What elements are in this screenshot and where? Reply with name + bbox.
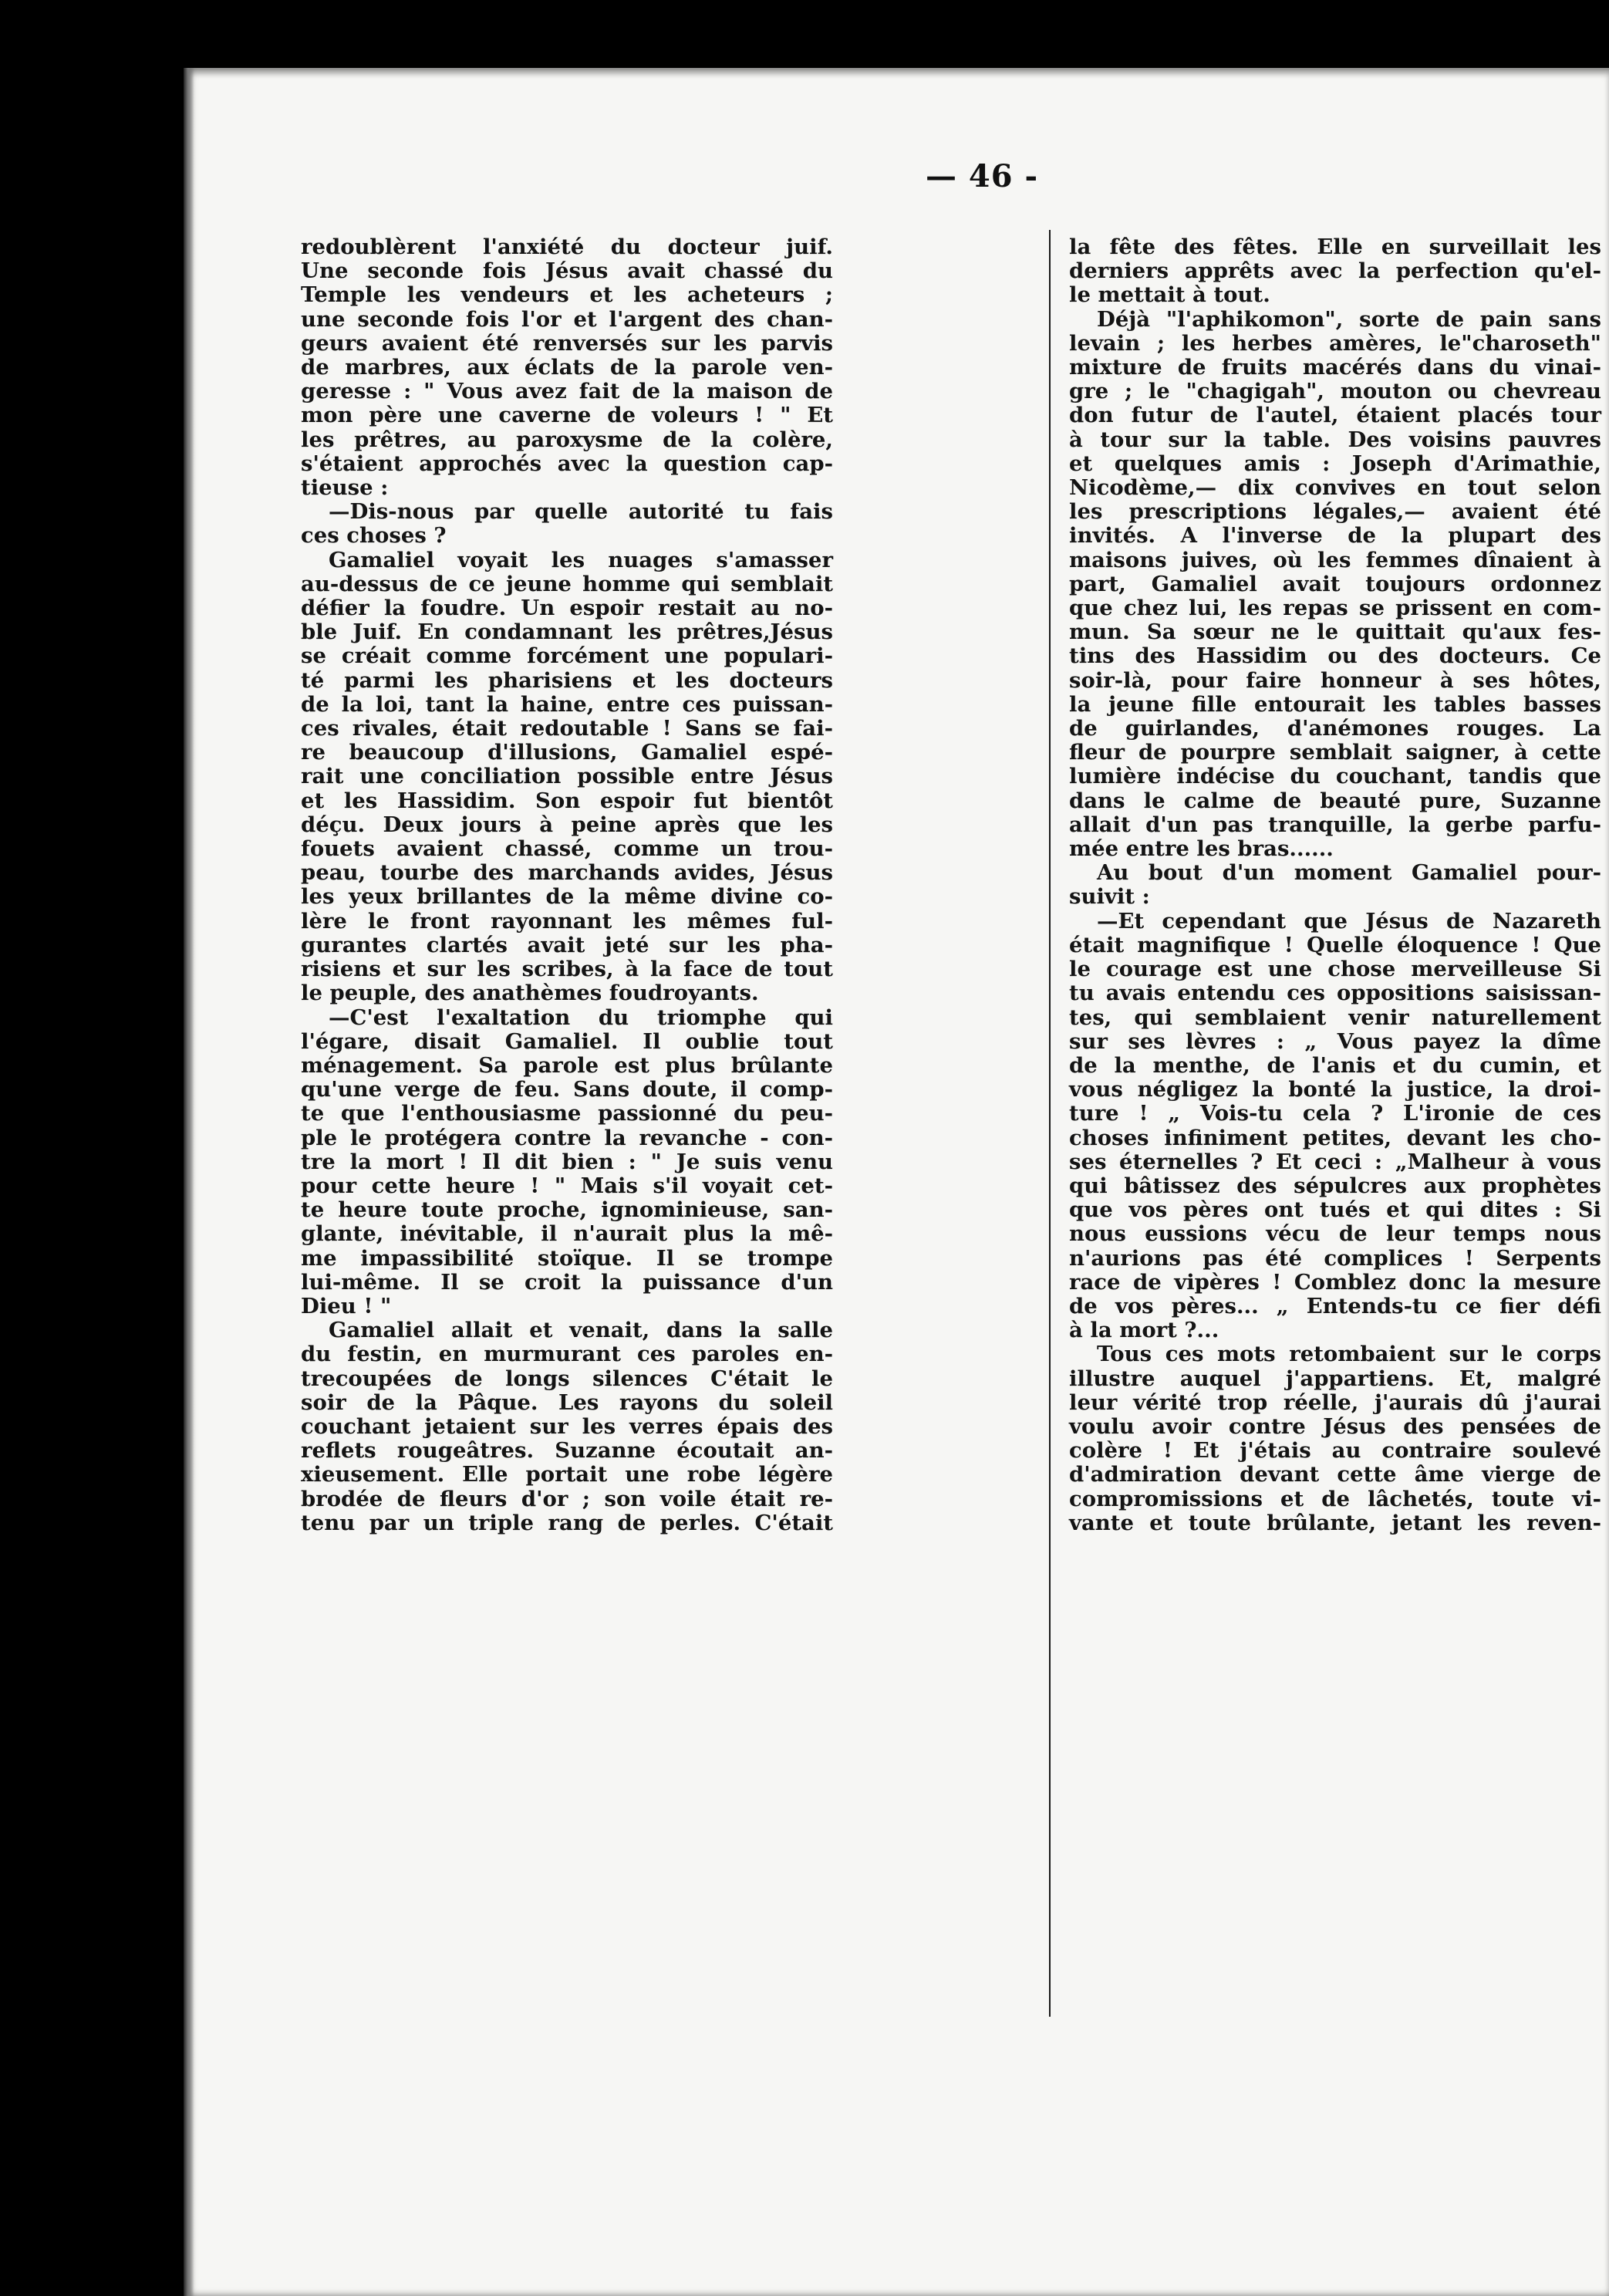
text-line: fleur de pourpre semblait saigner, à cette (1069, 740, 1601, 765)
text-line: tes, qui semblaient venir naturellement (1069, 1004, 1601, 1030)
text-line: tieuse : (301, 475, 389, 501)
text-line: voulu avoir contre Jésus des pensées de (1069, 1413, 1601, 1439)
text-line: et quelques amis : Joseph d'Arimathie, (1069, 451, 1601, 476)
text-line: ces choses ? (301, 523, 447, 549)
text-line: part, Gamaliel avait toujours ordonnez (1069, 571, 1601, 596)
text-line: Au bout d'un moment Gamaliel pour- (1097, 860, 1601, 886)
text-line: d'admiration devant cette âme vierge de (1069, 1462, 1601, 1487)
text-line: Gamaliel voyait les nuages s'amasser (329, 547, 833, 572)
text-line: derniers apprêts avec la perfection qu'el- (1069, 258, 1601, 284)
text-line: tenu par un triple rang de perles. C'était (301, 1510, 833, 1535)
text-line: la jeune fille entourait les tables basses (1069, 691, 1601, 717)
text-line: mun. Sa sœur ne le quittait qu'aux fes- (1069, 620, 1601, 645)
text-line: gre ; le "chagigah", mouton ou chevreau (1069, 379, 1601, 404)
text-line: que chez lui, les repas se prissent en com- (1069, 596, 1601, 621)
text-line: choses infiniment petites, devant les cho- (1069, 1125, 1601, 1150)
text-line: soir-là, pour faire honneur à ses hôtes, (1069, 667, 1601, 693)
text-line: n'aurions pas été complices ! Serpents (1069, 1245, 1601, 1271)
text-line: té parmi les pharisiens et les docteurs (301, 667, 833, 693)
text-line: re beaucoup d'illusions, Gamaliel espé- (301, 740, 833, 765)
text-line: qui bâtissez des sépulcres aux prophètes (1069, 1173, 1601, 1198)
text-line: les yeux brillantes de la même divine co- (301, 884, 833, 910)
text-line: redoublèrent l'anxiété du docteur juif. (301, 235, 833, 259)
text-line: risiens et sur les scribes, à la face de tout (301, 957, 833, 982)
text-line: suivit : (1069, 884, 1150, 910)
text-line: te que l'enthousiasme passionné du peu- (301, 1101, 833, 1126)
text-line: —C'est l'exaltation du triomphe qui (329, 1004, 833, 1030)
text-line: vante et toute brûlante, jetant les reven- (1069, 1510, 1601, 1535)
text-line: mon père une caverne de voleurs ! " Et (301, 403, 833, 428)
text-line: ble Juif. En condamnant les prêtres,Jésus (301, 620, 833, 645)
text-line: le courage est une chose merveilleuse Si (1069, 957, 1601, 982)
text-line: Temple les vendeurs et les acheteurs ; (301, 282, 833, 308)
text-line: leur vérité trop réelle, j'aurais dû j'aurai (1069, 1389, 1601, 1415)
text-line: ple le protégera contre la revanche - con- (301, 1125, 833, 1150)
text-line: sur ses lèvres : „ Vous payez la dîme (1069, 1028, 1601, 1054)
text-line: soir de la Pâque. Les rayons du soleil (301, 1389, 833, 1415)
text-line: déçu. Deux jours à peine après que les (301, 812, 833, 837)
text-line: ces rivales, était redoutable ! Sans se fai- (301, 716, 833, 741)
text-line: colère ! Et j'étais au contraire soulevé (1069, 1438, 1601, 1464)
text-line: l'égare, disait Gamaliel. Il oublie tout (301, 1028, 833, 1054)
text-line: le peuple, des anathèmes foudroyants. (301, 981, 759, 1006)
text-line: le mettait à tout. (1069, 282, 1270, 308)
right-text-column (1069, 235, 1601, 1535)
text-line: allait d'un pas tranquille, la gerbe parfu- (1069, 812, 1601, 837)
text-line: à tour sur la table. Des voisins pauvres (1069, 427, 1601, 452)
text-line: geresse : " Vous avez fait de la maison de (301, 379, 833, 404)
text-line: Déjà "l'aphikomon", sorte de pain sans (1097, 306, 1601, 332)
text-line: peau, tourbe des marchands avides, Jésus (301, 860, 833, 886)
text-line: défier la foudre. Un espoir restait au no- (301, 596, 833, 621)
text-line: fouets avaient chassé, comme un trou- (301, 836, 833, 862)
text-line: de guirlandes, d'anémones rouges. La (1069, 716, 1601, 741)
text-line: était magnifique ! Quelle éloquence ! Que (1069, 932, 1601, 957)
text-line: s'étaient approchés avec la question cap- (301, 451, 833, 476)
text-line: xieusement. Elle portait une robe légère (301, 1462, 833, 1487)
text-line: de marbres, aux éclats de la parole ven- (301, 355, 833, 380)
text-line: dans le calme de beauté pure, Suzanne (1069, 788, 1601, 813)
text-line: vous négligez la bonté la justice, la droi- (1069, 1077, 1601, 1102)
text-line: à la mort ?... (1069, 1318, 1219, 1343)
text-line: Dieu ! " (301, 1293, 392, 1319)
text-line: au-dessus de ce jeune homme qui semblait (301, 571, 833, 596)
column-divider (1049, 230, 1051, 2017)
text-line: nous eussions vécu de leur temps nous (1069, 1221, 1601, 1247)
text-line: lui-même. Il se croit la puissance d'un (301, 1269, 833, 1295)
text-line: me impassibilité stoïque. Il se trompe (301, 1245, 833, 1271)
text-line: qu'une verge de feu. Sans doute, il comp- (301, 1077, 833, 1102)
text-line: ses éternelles ? Et ceci : „Malheur à vous (1069, 1149, 1601, 1174)
text-line: don futur de l'autel, étaient placés tour (1069, 403, 1601, 428)
text-line: compromissions et de lâchetés, toute vi- (1069, 1486, 1601, 1511)
text-line: lère le front rayonnant les mêmes ful- (301, 908, 833, 934)
text-line: ture ! „ Vois-tu cela ? L'ironie de ces (1069, 1101, 1601, 1126)
left-text-column (301, 235, 833, 1535)
text-line: rait une conciliation possible entre Jésus (301, 764, 833, 789)
text-line: invités. A l'inverse de la plupart des (1069, 523, 1601, 549)
text-line: pour cette heure ! " Mais s'il voyait cet- (301, 1173, 833, 1198)
text-line: mixture de fruits macérés dans du vinai- (1069, 355, 1601, 380)
text-line: —Dis-nous par quelle autorité tu fais (329, 499, 833, 525)
text-line: Gamaliel allait et venait, dans la salle (329, 1318, 833, 1343)
text-line: de la menthe, de l'anis et du cumin, et (1069, 1052, 1601, 1078)
text-line: les prêtres, au paroxysme de la colère, (301, 427, 833, 452)
text-line: levain ; les herbes amères, le"charoseth" (1069, 330, 1601, 356)
text-line: Une seconde fois Jésus avait chassé du (301, 258, 833, 284)
text-line: couchant jetaient sur les verres épais des (301, 1413, 833, 1439)
text-line: reflets rougeâtres. Suzanne écoutait an- (301, 1438, 833, 1464)
text-line: illustre auquel j'appartiens. Et, malgré (1069, 1366, 1601, 1391)
text-line: race de vipères ! Comblez donc la mesure (1069, 1269, 1601, 1295)
text-line: trecoupées de longs silences C'était le (301, 1366, 833, 1391)
text-line: tins des Hassidim ou des docteurs. Ce (1069, 643, 1601, 669)
text-line: ménagement. Sa parole est plus brûlante (301, 1052, 833, 1078)
text-line: mée entre les bras...... (1069, 836, 1334, 862)
text-line: te heure toute proche, ignominieuse, san- (301, 1197, 833, 1223)
text-line: une seconde fois l'or et l'argent des chan- (301, 306, 833, 332)
text-line: et les Hassidim. Son espoir fut bientôt (301, 788, 833, 813)
page-edge-shadow (184, 68, 194, 2296)
text-line: lumière indécise du couchant, tandis que (1069, 764, 1601, 789)
text-line: Nicodème,— dix convives en tout selon (1069, 475, 1601, 501)
page-number: — 46 - (926, 158, 1039, 194)
text-line: maisons juives, où les femmes dînaient à (1069, 547, 1601, 572)
text-line: —Et cependant que Jésus de Nazareth (1097, 908, 1601, 934)
text-line: du festin, en murmurant ces paroles en- (301, 1342, 833, 1367)
text-line: brodée de fleurs d'or ; son voile était re- (301, 1486, 833, 1511)
text-line: que vos pères ont tués et qui dites : Si (1069, 1197, 1601, 1223)
text-line: se créait comme forcément une populari- (301, 643, 833, 669)
text-line: tre la mort ! Il dit bien : " Je suis venu (301, 1149, 833, 1174)
text-line: Tous ces mots retombaient sur le corps (1097, 1342, 1601, 1367)
text-line: de la loi, tant la haine, entre ces puissan- (301, 691, 833, 717)
text-line: la fête des fêtes. Elle en surveillait les (1069, 235, 1601, 259)
text-line: geurs avaient été renversés sur les parvis (301, 330, 833, 356)
text-line: tu avais entendu ces oppositions saisissan- (1069, 981, 1601, 1006)
text-line: de vos pères... „ Entends-tu ce fier défi (1069, 1293, 1601, 1319)
text-line: les prescriptions légales,— avaient été (1069, 499, 1601, 525)
text-line: glante, inévitable, il n'aurait plus la mê- (301, 1221, 833, 1247)
text-line: gurantes clartés avait jeté sur les pha- (301, 932, 833, 957)
